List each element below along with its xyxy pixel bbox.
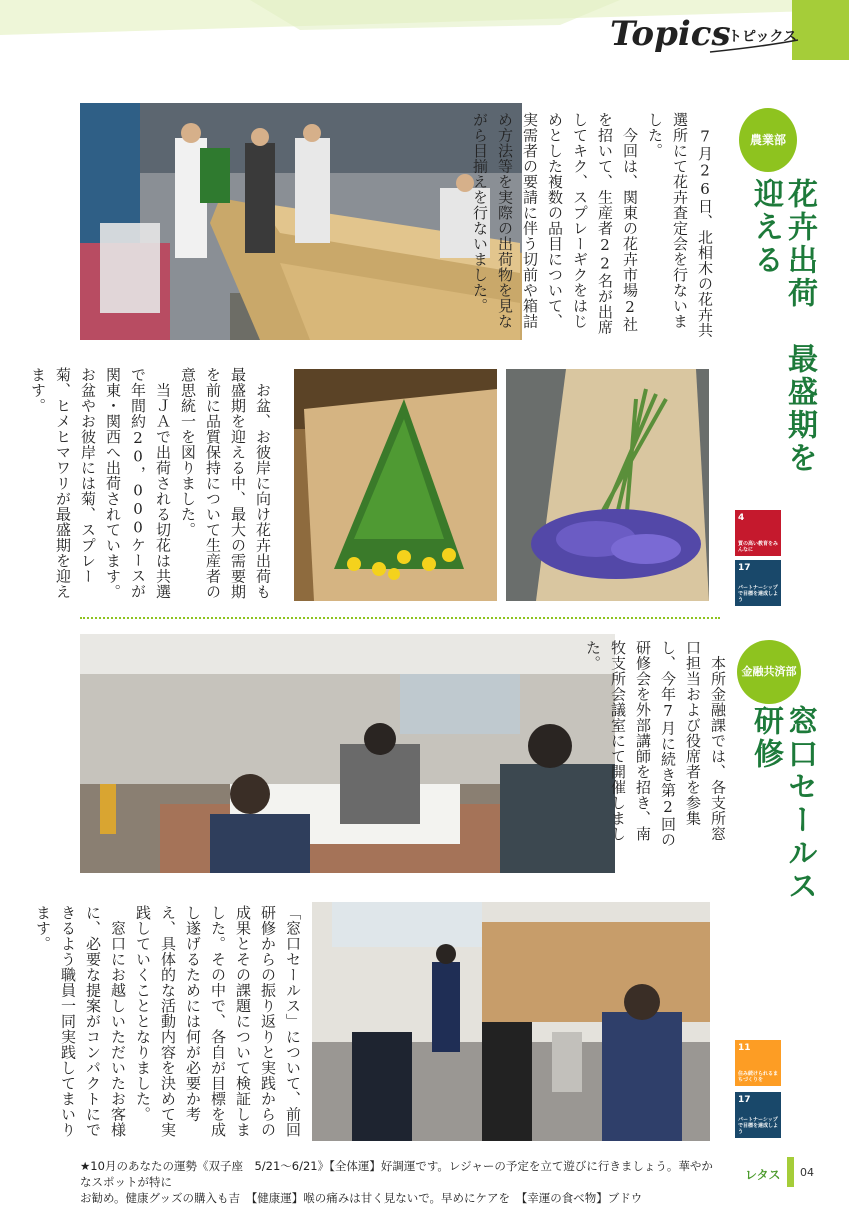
photo-flower-assessment-graphic	[80, 103, 522, 340]
photo-training-session-1	[80, 634, 615, 873]
page-number: 04	[800, 1166, 814, 1179]
horoscope-text	[80, 1158, 720, 1206]
header-topics-block	[610, 12, 800, 62]
sdg-17-icon-2	[735, 1092, 781, 1138]
footer-magazine-name: レタス	[745, 1168, 781, 1182]
photo-flower-assessment	[80, 103, 522, 340]
sdg-11-number: 11	[738, 1043, 751, 1053]
sdg-4-label: 質の高い教育をみんなに	[738, 541, 779, 553]
sdg-4-number: 4	[738, 513, 745, 523]
photo-training-1-graphic	[80, 634, 615, 873]
sdg-17-icon	[735, 560, 781, 606]
sdg-4-icon	[735, 510, 781, 556]
header-green-tab	[792, 0, 849, 60]
category-label: 農業部	[749, 133, 786, 147]
section-divider	[80, 617, 720, 619]
category-badge-finance	[737, 640, 801, 704]
photo-statice-graphic	[506, 369, 709, 601]
photo-training-2-graphic	[312, 902, 710, 1141]
article1-headline: 花卉出荷 最盛期を迎える	[748, 178, 817, 475]
horoscope-line1	[80, 1158, 720, 1190]
article1-para2: お盆、お彼岸に向け花卉出荷も最盛期を迎える中、最大の需要期を前に品質保持について生産者の意思統一を図りました。 当ＪＡで出荷される切花は共選で年間約20，000ケースが関東・関西へ出荷されています。お盆やお彼岸には菊、スプレー菊、ヒメヒマワリが最盛期を迎えます。	[29, 367, 272, 600]
topics-underline	[610, 12, 800, 62]
horoscope-line1-rest: 双子座 5/21～6/21》【全体運】好調運です。レジャーの予定を立て遊びに行きましょう。華やかなスポットが特に	[80, 1159, 713, 1189]
sdg-17-number-2: 17	[738, 1095, 751, 1105]
sdg-11-label: 住み続けられるまちづくりを	[738, 1071, 779, 1083]
photo-chrysanthemum-box	[294, 369, 497, 601]
sdg-11-icon	[735, 1040, 781, 1086]
sdg-17-label-2: パートナーシップで目標を達成しよう	[738, 1117, 779, 1135]
sdg-17-number: 17	[738, 563, 751, 573]
photo-training-session-2	[312, 902, 710, 1141]
photo-statice-box	[506, 369, 709, 601]
article1-para1: 7月26日、北相木の花卉共選所にて花卉査定会を行ないました。 今回は、関東の花卉市場2社を招いて、生産者22名が出席してキク、スプレーギクをはじめとした複数の品目について、実需者の要請に伴う切前や箱詰め方法等を実際の出荷物を見ながら目揃えを行ないました。	[471, 112, 714, 338]
article2-para1: 本所金融課では、各支所窓口担当および役席者を参集し、今年7月に続き第2回の研修会を外部講師を招き、南牧支所会議室にて開催しました。	[584, 640, 727, 848]
category-label-finance: 金融共済部	[741, 665, 797, 678]
horoscope-line1-text: ★10月のあなたの運勢《	[80, 1159, 209, 1173]
photo-chrysanthemum-graphic	[294, 369, 497, 601]
article2-headline: 窓口セールス研修	[748, 705, 817, 903]
horoscope-line2: お勧め。健康グッズの購入も吉 【健康運】喉の痛みは甘く見ないで。早めにケアを 【幸運の食べ物】ブドウ	[80, 1191, 643, 1205]
category-badge-agri	[739, 108, 797, 172]
sdg-17-label: パートナーシップで目標を達成しよう	[738, 585, 779, 603]
topics-kana: トピックス	[728, 29, 798, 45]
footer-green-bar	[787, 1157, 794, 1187]
topics-title: Topics	[610, 14, 731, 54]
article2-para2: 「窓口セールス」について、前回研修からの振り返りと実践からの成果とその課題について検証しました。その中で、各自が目標を成し遂げるためには何が必要か考え、具体的な活動内容を決めて実践していくこととなりました。 窓口にお越しいただいたお客様に、必要な提案がコンパクトにできるよう職員一同実践してまいります。	[34, 905, 302, 1138]
